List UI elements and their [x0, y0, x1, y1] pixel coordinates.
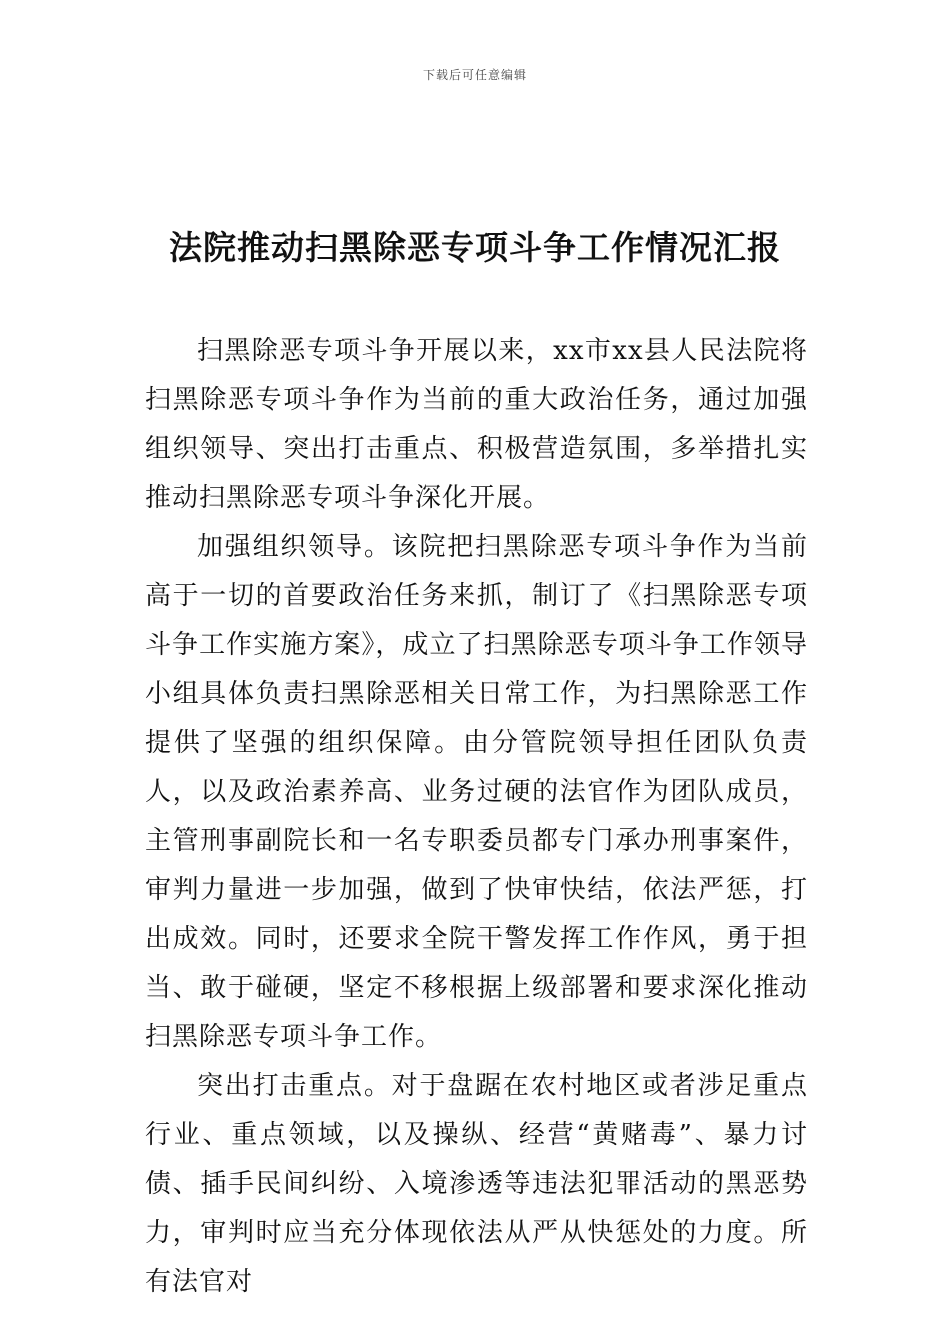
paragraph-key-targets: 突出打击重点。对于盘踞在农村地区或者涉足重点行业、重点领域，以及操纵、经营“黄赌毒”、暴力讨债、插手民间纠纷、入境渗透等违法犯罪活动的黑恶势力，审判时应当充分体现依法从严从快惩处的力度。所有法官对 [145, 1071, 808, 1297]
document-body [145, 327, 808, 1307]
header-note: 下载后可任意编辑 [422, 68, 527, 82]
paragraph-organization: 加强组织领导。该院把扫黑除恶专项斗争作为当前高于一切的首要政治任务来抓，制订了《扫黑除恶专项斗争工作实施方案》，成立了扫黑除恶专项斗争工作领导小组具体负责扫黑除恶相关日常工作，为扫黑除恶工作提供了坚强的组织保障。由分管院领导担任团队负责人，以及政治素养高、业务过硬的法官作为团队成员，主管刑事副院长和一名专职委员都专门承办刑事案件，审判力量进一步加强，做到了快审快结，依法严惩，打出成效。同时，还要求全院干警发挥工作作风，勇于担当、敢于碰硬，坚定不移根据上级部署和要求深化推动扫黑除恶专项斗争工作。 [145, 532, 808, 1052]
document-title: 法院推动扫黑除恶专项斗争工作情况汇报 [169, 228, 781, 267]
paragraph-intro: 扫黑除恶专项斗争开展以来，xx市xx县人民法院将扫黑除恶专项斗争作为当前的重大政治任务，通过加强组织领导、突出打击重点、积极营造氛围，多举措扎实推动扫黑除恶专项斗争深化开展。 [145, 336, 808, 513]
